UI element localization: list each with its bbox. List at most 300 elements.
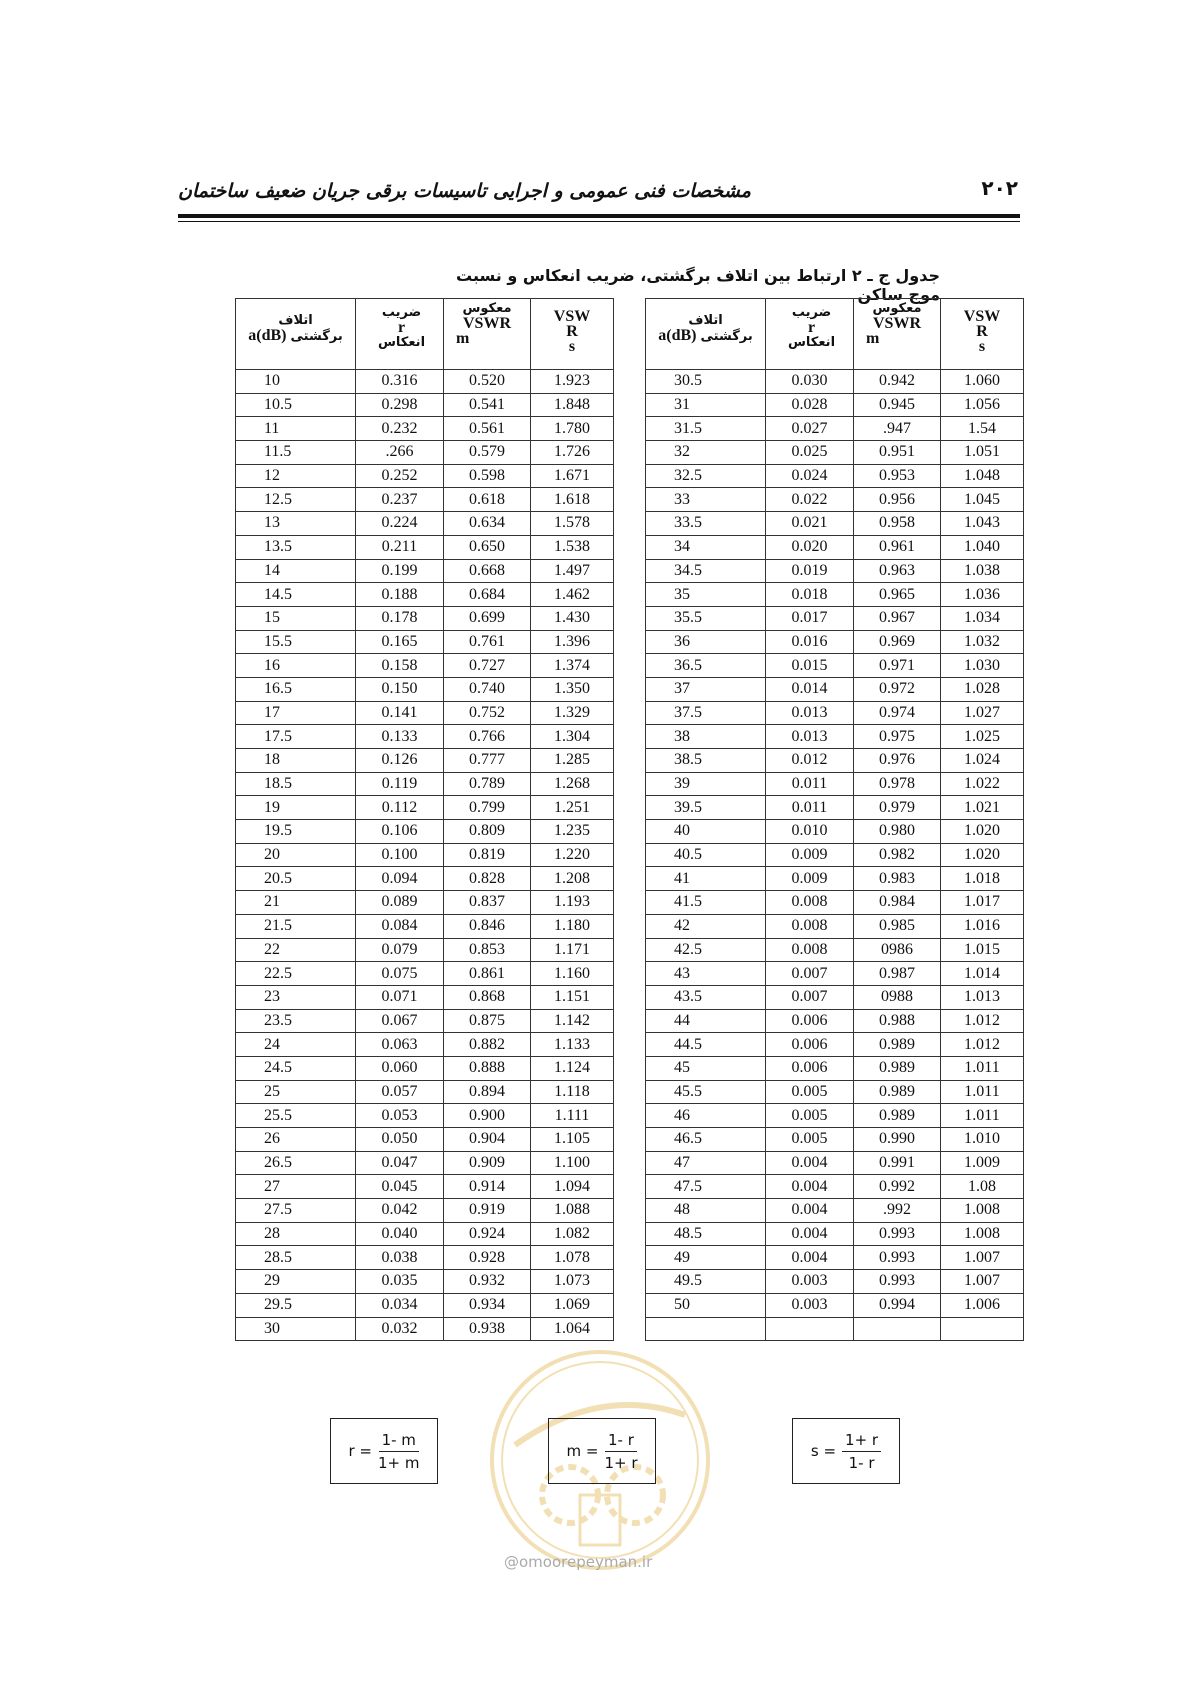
cell-vswr: 1.021 xyxy=(941,796,1024,820)
cell-inverse-vswr: 0.969 xyxy=(854,630,941,654)
header-text-line xyxy=(648,328,763,344)
cell-return-loss: 19 xyxy=(236,796,356,820)
cell-return-loss: 20.5 xyxy=(236,867,356,891)
table-row xyxy=(646,891,1024,915)
cell-return-loss: 25 xyxy=(236,1080,356,1104)
cell-inverse-vswr: 0.965 xyxy=(854,583,941,607)
cell-return-loss: 48.5 xyxy=(646,1222,766,1246)
cell-return-loss xyxy=(646,1317,766,1341)
cell-reflection: 0.004 xyxy=(766,1246,854,1270)
cell-return-loss: 38.5 xyxy=(646,749,766,773)
cell-reflection: 0.004 xyxy=(766,1175,854,1199)
cell-return-loss: 34.5 xyxy=(646,559,766,583)
cell-inverse-vswr: 0.861 xyxy=(444,962,531,986)
table-row xyxy=(646,1293,1024,1317)
cell-reflection: 0.199 xyxy=(356,559,444,583)
cell-vswr: 1.780 xyxy=(531,417,614,441)
header-text: ضریب xyxy=(791,305,832,320)
table-row xyxy=(646,1151,1024,1175)
cell-return-loss: 42.5 xyxy=(646,938,766,962)
cell-return-loss: 24.5 xyxy=(236,1056,356,1080)
table-row xyxy=(646,370,1024,394)
cell-return-loss: 49.5 xyxy=(646,1270,766,1294)
header-text: s xyxy=(978,338,986,355)
table-row xyxy=(236,1222,614,1246)
cell-return-loss: 28.5 xyxy=(236,1246,356,1270)
cell-return-loss: 28 xyxy=(236,1222,356,1246)
cell-reflection: 0.007 xyxy=(766,985,854,1009)
cell-inverse-vswr: 0.958 xyxy=(854,512,941,536)
header-return-loss xyxy=(236,299,356,370)
cell-inverse-vswr: 0.837 xyxy=(444,891,531,915)
cell-return-loss: 30.5 xyxy=(646,370,766,394)
cell-vswr: 1.160 xyxy=(531,962,614,986)
cell-return-loss: 15 xyxy=(236,606,356,630)
cell-vswr: 1.497 xyxy=(531,559,614,583)
table-row xyxy=(646,1270,1024,1294)
header-vswr xyxy=(941,299,1024,370)
cell-reflection: 0.075 xyxy=(356,962,444,986)
table-body-left xyxy=(236,370,614,1341)
cell-return-loss: 42 xyxy=(646,914,766,938)
header-text: a(dB) xyxy=(248,327,287,344)
cell-return-loss: 20 xyxy=(236,843,356,867)
cell-inverse-vswr: 0.900 xyxy=(444,1104,531,1128)
cell-reflection: 0.020 xyxy=(766,535,854,559)
cell-reflection: 0.057 xyxy=(356,1080,444,1104)
cell-vswr: 1.008 xyxy=(941,1222,1024,1246)
cell-reflection: 0.015 xyxy=(766,654,854,678)
cell-inverse-vswr: 0.951 xyxy=(854,441,941,465)
cell-vswr: 1.142 xyxy=(531,1009,614,1033)
formula-numerator: 1- m xyxy=(379,1431,419,1452)
cell-reflection: 0.025 xyxy=(766,441,854,465)
vswr-table-left xyxy=(235,298,614,1341)
cell-inverse-vswr: 0.828 xyxy=(444,867,531,891)
cell-vswr: 1.220 xyxy=(531,843,614,867)
cell-reflection: 0.053 xyxy=(356,1104,444,1128)
cell-reflection: 0.316 xyxy=(356,370,444,394)
formula-lhs: m = xyxy=(566,1442,599,1460)
cell-return-loss: 12.5 xyxy=(236,488,356,512)
cell-vswr: 1.208 xyxy=(531,867,614,891)
header-reflection-coefficient xyxy=(356,299,444,370)
vswr-table-right xyxy=(645,298,1024,1341)
table-row xyxy=(646,535,1024,559)
cell-reflection: 0.060 xyxy=(356,1056,444,1080)
cell-inverse-vswr: 0.809 xyxy=(444,820,531,844)
cell-inverse-vswr: 0.989 xyxy=(854,1080,941,1104)
cell-reflection: 0.079 xyxy=(356,938,444,962)
cell-inverse-vswr: 0.945 xyxy=(854,393,941,417)
cell-inverse-vswr: 0.938 xyxy=(444,1317,531,1341)
table-row xyxy=(646,772,1024,796)
table-row xyxy=(236,677,614,701)
cell-vswr: 1.038 xyxy=(941,559,1024,583)
header-text: ضریب xyxy=(381,305,422,320)
table-row xyxy=(646,1222,1024,1246)
formula-denominator: 1- r xyxy=(848,1453,875,1472)
cell-reflection: 0.019 xyxy=(766,559,854,583)
table-row xyxy=(646,701,1024,725)
cell-return-loss: 16.5 xyxy=(236,677,356,701)
table-row xyxy=(236,393,614,417)
header-text-line xyxy=(238,328,353,344)
table-row xyxy=(236,488,614,512)
cell-return-loss: 30 xyxy=(236,1317,356,1341)
cell-reflection: 0.006 xyxy=(766,1056,854,1080)
cell-inverse-vswr: 0.990 xyxy=(854,1128,941,1152)
cell-return-loss: 45.5 xyxy=(646,1080,766,1104)
cell-vswr: 1.034 xyxy=(941,606,1024,630)
cell-reflection: 0.178 xyxy=(356,606,444,630)
table-row xyxy=(646,512,1024,536)
cell-inverse-vswr xyxy=(854,1317,941,1341)
table-row xyxy=(236,512,614,536)
cell-return-loss: 11.5 xyxy=(236,441,356,465)
cell-reflection: 0.021 xyxy=(766,512,854,536)
table-row xyxy=(236,1246,614,1270)
cell-inverse-vswr: 0.777 xyxy=(444,749,531,773)
formula-denominator: 1+ m xyxy=(378,1453,420,1472)
cell-return-loss: 21 xyxy=(236,891,356,915)
formula-denominator: 1+ r xyxy=(604,1453,638,1472)
cell-reflection: 0.022 xyxy=(766,488,854,512)
table-row xyxy=(236,1056,614,1080)
table-row xyxy=(236,1199,614,1223)
cell-inverse-vswr: 0.987 xyxy=(854,962,941,986)
header-vswr xyxy=(531,299,614,370)
cell-vswr: 1.848 xyxy=(531,393,614,417)
cell-reflection: 0.094 xyxy=(356,867,444,891)
cell-reflection: 0.106 xyxy=(356,820,444,844)
cell-reflection: 0.011 xyxy=(766,772,854,796)
cell-reflection: 0.232 xyxy=(356,417,444,441)
cell-reflection: 0.005 xyxy=(766,1128,854,1152)
cell-return-loss: 44.5 xyxy=(646,1033,766,1057)
cell-inverse-vswr: 0988 xyxy=(854,985,941,1009)
cell-inverse-vswr: 0.976 xyxy=(854,749,941,773)
table-row xyxy=(646,1009,1024,1033)
table-row xyxy=(236,559,614,583)
cell-reflection: 0.007 xyxy=(766,962,854,986)
cell-reflection: 0.004 xyxy=(766,1199,854,1223)
cell-inverse-vswr: 0.904 xyxy=(444,1128,531,1152)
formula-lhs: s = xyxy=(810,1442,837,1460)
cell-return-loss: 18 xyxy=(236,749,356,773)
cell-reflection: 0.165 xyxy=(356,630,444,654)
cell-return-loss: 47.5 xyxy=(646,1175,766,1199)
cell-vswr: 1.124 xyxy=(531,1056,614,1080)
header-text: VSWR xyxy=(462,315,511,332)
cell-reflection: 0.158 xyxy=(356,654,444,678)
formula-numerator: 1+ r xyxy=(842,1431,881,1452)
cell-reflection: 0.084 xyxy=(356,914,444,938)
cell-inverse-vswr: 0.799 xyxy=(444,796,531,820)
cell-vswr: 1.100 xyxy=(531,1151,614,1175)
cell-vswr: 1.036 xyxy=(941,583,1024,607)
cell-inverse-vswr: 0.894 xyxy=(444,1080,531,1104)
cell-return-loss: 40.5 xyxy=(646,843,766,867)
cell-inverse-vswr: 0.684 xyxy=(444,583,531,607)
cell-reflection: 0.008 xyxy=(766,938,854,962)
cell-vswr: 1.012 xyxy=(941,1033,1024,1057)
table-row xyxy=(646,630,1024,654)
cell-vswr: 1.056 xyxy=(941,393,1024,417)
cell-reflection: 0.298 xyxy=(356,393,444,417)
cell-vswr: 1.027 xyxy=(941,701,1024,725)
cell-return-loss: 40 xyxy=(646,820,766,844)
cell-return-loss: 26.5 xyxy=(236,1151,356,1175)
header-text: برگشتی xyxy=(700,329,753,344)
table-row xyxy=(236,725,614,749)
cell-return-loss: 37.5 xyxy=(646,701,766,725)
cell-return-loss: 36.5 xyxy=(646,654,766,678)
table-row xyxy=(236,938,614,962)
cell-vswr: 1.538 xyxy=(531,535,614,559)
cell-inverse-vswr: 0.761 xyxy=(444,630,531,654)
header-return-loss xyxy=(646,299,766,370)
cell-vswr: 1.285 xyxy=(531,749,614,773)
cell-return-loss: 26 xyxy=(236,1128,356,1152)
cell-vswr: 1.251 xyxy=(531,796,614,820)
table-header-row xyxy=(236,299,614,370)
table-row xyxy=(646,488,1024,512)
cell-inverse-vswr: 0.541 xyxy=(444,393,531,417)
cell-reflection: 0.003 xyxy=(766,1270,854,1294)
cell-reflection: 0.112 xyxy=(356,796,444,820)
cell-inverse-vswr: 0.875 xyxy=(444,1009,531,1033)
cell-return-loss: 44 xyxy=(646,1009,766,1033)
cell-vswr: 1.018 xyxy=(941,867,1024,891)
cell-inverse-vswr: 0.993 xyxy=(854,1246,941,1270)
cell-inverse-vswr: 0.992 xyxy=(854,1175,941,1199)
table-row xyxy=(236,985,614,1009)
cell-vswr: 1.08 xyxy=(941,1175,1024,1199)
table-caption: جدول ج ـ ۲ ارتباط بین اتلاف برگشتی، ضریب انعکاس و نسبت موج ساکن xyxy=(456,266,940,304)
cell-vswr: 1.094 xyxy=(531,1175,614,1199)
cell-reflection: 0.133 xyxy=(356,725,444,749)
table-row xyxy=(236,417,614,441)
cell-vswr: 1.040 xyxy=(941,535,1024,559)
table-row xyxy=(236,843,614,867)
cell-inverse-vswr: 0.980 xyxy=(854,820,941,844)
cell-return-loss: 24 xyxy=(236,1033,356,1057)
cell-inverse-vswr: 0.967 xyxy=(854,606,941,630)
cell-return-loss: 46.5 xyxy=(646,1128,766,1152)
header-text: R xyxy=(976,323,988,340)
header-text: r xyxy=(807,319,816,336)
header-rule-thin xyxy=(178,221,1020,222)
cell-vswr: 1.014 xyxy=(941,962,1024,986)
cell-vswr: 1.069 xyxy=(531,1293,614,1317)
header-text: اتلاف xyxy=(278,313,313,328)
cell-reflection: 0.126 xyxy=(356,749,444,773)
cell-reflection: 0.014 xyxy=(766,677,854,701)
cell-inverse-vswr: 0.991 xyxy=(854,1151,941,1175)
table-row xyxy=(646,417,1024,441)
cell-inverse-vswr: 0.868 xyxy=(444,985,531,1009)
formula-m xyxy=(548,1418,656,1484)
cell-vswr: 1.133 xyxy=(531,1033,614,1057)
cell-inverse-vswr: 0.975 xyxy=(854,725,941,749)
cell-vswr: 1.329 xyxy=(531,701,614,725)
cell-return-loss: 22 xyxy=(236,938,356,962)
table-row xyxy=(646,1128,1024,1152)
cell-inverse-vswr: 0.972 xyxy=(854,677,941,701)
cell-reflection: 0.005 xyxy=(766,1080,854,1104)
cell-vswr: 1.032 xyxy=(941,630,1024,654)
table-row xyxy=(236,1175,614,1199)
table-row xyxy=(236,749,614,773)
cell-reflection: 0.030 xyxy=(766,370,854,394)
cell-inverse-vswr: 0.520 xyxy=(444,370,531,394)
cell-inverse-vswr: 0.993 xyxy=(854,1270,941,1294)
cell-inverse-vswr: 0.699 xyxy=(444,606,531,630)
formula-fraction xyxy=(842,1431,881,1472)
cell-reflection: 0.006 xyxy=(766,1033,854,1057)
cell-inverse-vswr: 0.740 xyxy=(444,677,531,701)
cell-vswr: 1.048 xyxy=(941,464,1024,488)
cell-return-loss: 27.5 xyxy=(236,1199,356,1223)
cell-reflection: 0.071 xyxy=(356,985,444,1009)
cell-vswr: 1.006 xyxy=(941,1293,1024,1317)
cell-vswr: 1.151 xyxy=(531,985,614,1009)
cell-reflection: 0.040 xyxy=(356,1222,444,1246)
header-text: s xyxy=(568,338,576,355)
table-row xyxy=(236,1293,614,1317)
cell-vswr: 1.011 xyxy=(941,1080,1024,1104)
table-row xyxy=(236,654,614,678)
header-inverse-vswr xyxy=(854,299,941,370)
cell-vswr: 1.171 xyxy=(531,938,614,962)
cell-return-loss: 27 xyxy=(236,1175,356,1199)
cell-reflection: 0.024 xyxy=(766,464,854,488)
cell-vswr: 1.011 xyxy=(941,1104,1024,1128)
table-row xyxy=(646,464,1024,488)
cell-vswr: 1.043 xyxy=(941,512,1024,536)
cell-reflection: 0.032 xyxy=(356,1317,444,1341)
cell-inverse-vswr: 0.983 xyxy=(854,867,941,891)
cell-return-loss: 34 xyxy=(646,535,766,559)
cell-reflection: 0.027 xyxy=(766,417,854,441)
cell-vswr: 1.022 xyxy=(941,772,1024,796)
cell-return-loss: 41.5 xyxy=(646,891,766,915)
cell-inverse-vswr: 0.634 xyxy=(444,512,531,536)
formula-lhs: r = xyxy=(348,1442,372,1460)
cell-reflection: 0.252 xyxy=(356,464,444,488)
cell-vswr: 1.350 xyxy=(531,677,614,701)
cell-return-loss: 29 xyxy=(236,1270,356,1294)
cell-inverse-vswr: 0.993 xyxy=(854,1222,941,1246)
header-rule-thick xyxy=(178,214,1020,218)
header-inverse-vswr xyxy=(444,299,531,370)
cell-reflection: 0.011 xyxy=(766,796,854,820)
cell-vswr: 1.030 xyxy=(941,654,1024,678)
running-header-title: مشخصات فنی عمومی و اجرایی تاسیسات برقی جریان ضعیف ساختمان xyxy=(178,180,751,202)
cell-vswr: 1.726 xyxy=(531,441,614,465)
cell-reflection: 0.012 xyxy=(766,749,854,773)
cell-return-loss: 12 xyxy=(236,464,356,488)
cell-inverse-vswr: 0.882 xyxy=(444,1033,531,1057)
table-row xyxy=(646,677,1024,701)
table-row xyxy=(646,796,1024,820)
cell-vswr: 1.430 xyxy=(531,606,614,630)
header-text: m xyxy=(866,330,880,347)
cell-return-loss: 33.5 xyxy=(646,512,766,536)
cell-inverse-vswr: 0.579 xyxy=(444,441,531,465)
table-row xyxy=(646,441,1024,465)
cell-reflection: 0.237 xyxy=(356,488,444,512)
cell-reflection: 0.028 xyxy=(766,393,854,417)
table-row xyxy=(236,535,614,559)
cell-return-loss: 31.5 xyxy=(646,417,766,441)
cell-reflection: 0.004 xyxy=(766,1151,854,1175)
cell-inverse-vswr: 0.561 xyxy=(444,417,531,441)
cell-return-loss: 13.5 xyxy=(236,535,356,559)
table-row xyxy=(236,796,614,820)
table-row xyxy=(646,867,1024,891)
cell-return-loss: 35.5 xyxy=(646,606,766,630)
cell-return-loss: 29.5 xyxy=(236,1293,356,1317)
cell-reflection: 0.009 xyxy=(766,867,854,891)
cell-reflection: 0.188 xyxy=(356,583,444,607)
header-text: VSW xyxy=(963,308,1001,325)
cell-vswr: 1.235 xyxy=(531,820,614,844)
cell-return-loss: 18.5 xyxy=(236,772,356,796)
watermark-site: @omoorepeyman.ir xyxy=(504,1553,653,1571)
cell-reflection: 0.018 xyxy=(766,583,854,607)
table-row xyxy=(236,1009,614,1033)
cell-vswr: 1.180 xyxy=(531,914,614,938)
table-row xyxy=(646,1033,1024,1057)
cell-inverse-vswr: 0.989 xyxy=(854,1056,941,1080)
cell-inverse-vswr: 0.919 xyxy=(444,1199,531,1223)
cell-inverse-vswr: 0.982 xyxy=(854,843,941,867)
table-row xyxy=(646,654,1024,678)
cell-vswr: 1.304 xyxy=(531,725,614,749)
cell-reflection: 0.034 xyxy=(356,1293,444,1317)
cell-return-loss: 23 xyxy=(236,985,356,1009)
cell-reflection: 0.211 xyxy=(356,535,444,559)
cell-vswr: 1.025 xyxy=(941,725,1024,749)
cell-reflection: 0.010 xyxy=(766,820,854,844)
cell-reflection: 0.042 xyxy=(356,1199,444,1223)
table-row xyxy=(236,441,614,465)
table-row xyxy=(646,583,1024,607)
cell-vswr: 1.045 xyxy=(941,488,1024,512)
cell-inverse-vswr: 0.978 xyxy=(854,772,941,796)
cell-vswr: 1.060 xyxy=(941,370,1024,394)
formula-r xyxy=(330,1418,438,1484)
table-row xyxy=(646,1246,1024,1270)
table-row xyxy=(646,1056,1024,1080)
table-row xyxy=(236,630,614,654)
cell-return-loss: 23.5 xyxy=(236,1009,356,1033)
table-row xyxy=(646,938,1024,962)
table-row xyxy=(646,1317,1024,1341)
cell-reflection: 0.017 xyxy=(766,606,854,630)
cell-vswr: 1.007 xyxy=(941,1246,1024,1270)
header-text: انعکاس xyxy=(787,335,836,350)
cell-return-loss: 19.5 xyxy=(236,820,356,844)
cell-inverse-vswr: 0.928 xyxy=(444,1246,531,1270)
table-row xyxy=(236,1151,614,1175)
cell-inverse-vswr: 0.963 xyxy=(854,559,941,583)
cell-reflection: 0.008 xyxy=(766,891,854,915)
cell-reflection: 0.224 xyxy=(356,512,444,536)
cell-return-loss: 43.5 xyxy=(646,985,766,1009)
